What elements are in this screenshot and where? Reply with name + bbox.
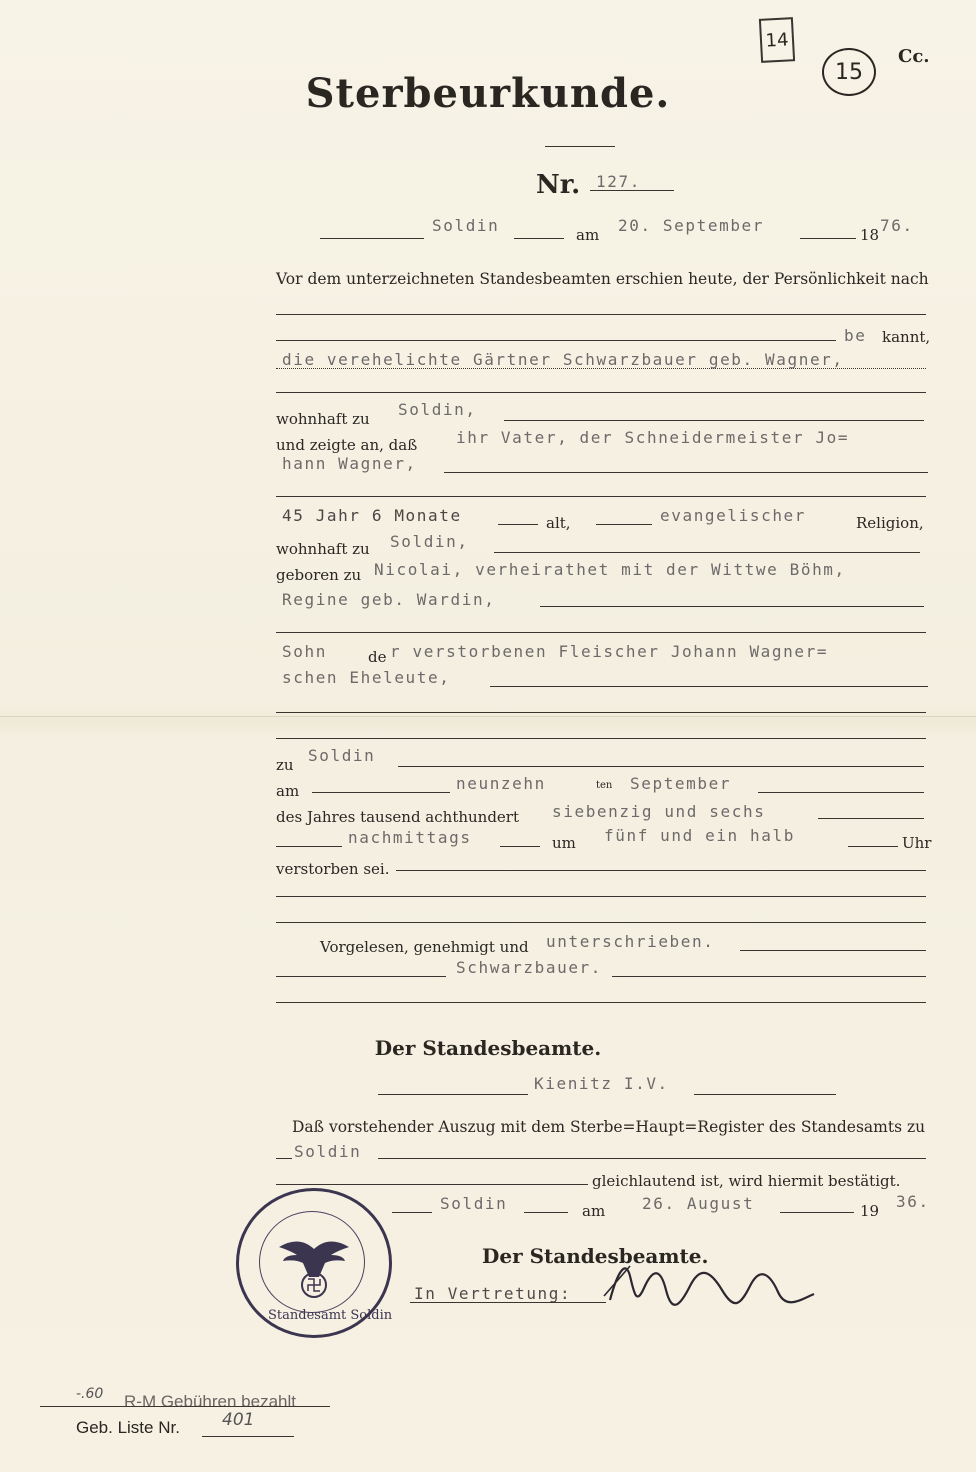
zeigte-label: und zeigte an, daß [276, 436, 418, 454]
box-number: 14 [759, 17, 795, 63]
rule [848, 846, 898, 847]
rule [276, 314, 926, 315]
stamp-ring-text: Standesamt Soldin [268, 1308, 393, 1323]
rule [276, 738, 926, 739]
parents-value-2: schen Eheleute, [282, 668, 451, 687]
age-value: 45 Jahr 6 Monate [282, 506, 462, 525]
rule [498, 524, 538, 525]
issue-year-suffix: 36. [896, 1192, 930, 1211]
am-label: am [576, 226, 600, 244]
rule [378, 1158, 926, 1159]
official-heading-1: Der Standesbeamte. [374, 1036, 602, 1060]
zu-label: zu [276, 756, 294, 774]
rule [504, 420, 924, 421]
geboren-value-2: Regine geb. Wardin, [282, 590, 496, 609]
rule [780, 1212, 854, 1213]
rule [378, 1094, 528, 1095]
number-label: Nr. [536, 170, 581, 200]
issue-place: Soldin [440, 1194, 508, 1213]
zeigte-value-1: ihr Vater, der Schneidermeister Jo= [456, 428, 850, 447]
rule [596, 524, 652, 525]
fold-crease [0, 716, 976, 717]
rule [524, 1212, 568, 1213]
appearer-value: die verehelichte Gärtner Schwarzbauer geb. Wagner, [282, 350, 844, 369]
rule [276, 712, 926, 713]
issue-date: 26. August [642, 1194, 755, 1213]
rule [540, 606, 924, 607]
rule [500, 846, 540, 847]
fee-list-label: Geb. Liste Nr. [76, 1418, 180, 1437]
issue-year-prefix: 19 [860, 1202, 880, 1220]
rule [276, 496, 926, 497]
parents-value-1: r verstorbenen Fleischer Johann Wagner= [390, 642, 829, 661]
extract-text: Daß vorstehender Auszug mit dem Sterbe=Haupt=Register des Standesamts zu [292, 1118, 926, 1136]
fee-line-1: R-M Gebühren bezahlt [124, 1392, 296, 1411]
um-label: um [552, 834, 576, 852]
intro-text: Vor dem unterzeichneten Standesbeamten erschien heute, der Persönlichkeit nach [276, 270, 929, 288]
vertretung-label: In Vertretung: [414, 1284, 572, 1303]
rule [444, 472, 928, 473]
rule [612, 976, 926, 977]
alt-label: alt, [546, 514, 571, 532]
rule [514, 238, 564, 239]
rule [740, 950, 926, 951]
vorgelesen-label: Vorgelesen, genehmigt und [320, 938, 529, 956]
rule [276, 976, 446, 977]
geboren-value-1: Nicolai, verheirathet mit der Wittwe Böhm, [374, 560, 846, 579]
death-month-value: September [630, 774, 732, 793]
rule [276, 1002, 926, 1003]
rule [276, 896, 926, 897]
vorgelesen-value: unterschrieben. [546, 932, 715, 951]
rule [276, 632, 926, 633]
religion-value: evangelischer [660, 506, 807, 525]
extract-confirm: gleichlautend ist, wird hiermit bestätigt. [592, 1172, 901, 1190]
corner-code: Cc. [898, 46, 930, 67]
death-day-value: neunzehn [456, 774, 546, 793]
circled-number: 15 [822, 48, 876, 96]
fee-amount: -.60 [76, 1386, 104, 1402]
sohn-value: Sohn [282, 642, 327, 661]
rule [312, 792, 450, 793]
bekannt-printed: kannt, [882, 328, 931, 346]
rule [276, 1158, 292, 1159]
hour-value: fünf und ein halb [604, 826, 795, 845]
der-label: de [368, 648, 387, 666]
verstorben-label: verstorben sei. [276, 860, 390, 878]
wohnhaft2-value: Soldin, [390, 532, 469, 551]
extract-place: Soldin [294, 1142, 362, 1161]
rule [276, 340, 836, 341]
signature-mark [600, 1256, 830, 1312]
rule [410, 1302, 606, 1303]
rule [818, 818, 924, 819]
rule [694, 1094, 836, 1095]
document-title: Sterbeurkunde. [305, 70, 671, 117]
rule [490, 686, 928, 687]
wohnhaft2-label: wohnhaft zu [276, 540, 370, 558]
rule [800, 238, 856, 239]
rule [276, 392, 926, 393]
date-value: 20. September [618, 216, 765, 235]
year-prefix: 18 [860, 226, 880, 244]
official-heading-2: Der Standesbeamte. [482, 1244, 709, 1268]
religion-label: Religion, [856, 514, 924, 532]
rule [276, 1184, 588, 1185]
rule [320, 238, 424, 239]
rule [398, 766, 924, 767]
ten-label: ten [596, 780, 613, 791]
signer-value: Schwarzbauer. [456, 958, 603, 977]
am-day-label: am [276, 782, 300, 800]
rule [276, 922, 926, 923]
zeigte-value-2: hann Wagner, [282, 454, 417, 473]
rule [276, 368, 926, 369]
rule [396, 870, 926, 871]
year-suffix: 76. [880, 216, 914, 235]
issue-am: am [582, 1202, 606, 1220]
fee-list-rule [202, 1436, 294, 1437]
death-year-value: siebenzig und sechs [552, 802, 766, 821]
title-rule [545, 146, 615, 147]
death-place-value: Soldin [308, 746, 376, 765]
rule [392, 1212, 432, 1213]
geboren-label: geboren zu [276, 566, 362, 584]
uhr-label: Uhr [902, 834, 932, 852]
rule [758, 792, 924, 793]
rule [494, 552, 920, 553]
wohnhaft-label: wohnhaft zu [276, 410, 370, 428]
number-rule [590, 190, 674, 191]
time-value: nachmittags [348, 828, 472, 847]
wohnhaft-value: Soldin, [398, 400, 477, 419]
official-name: Kienitz I.V. [534, 1074, 669, 1093]
rule [276, 846, 342, 847]
fee-rule [40, 1406, 330, 1407]
number-value: 127. [596, 172, 641, 191]
jahres-label: des Jahres tausend achthundert [276, 808, 520, 826]
place-value: Soldin [432, 216, 500, 235]
fee-list-value: 401 [222, 1410, 255, 1430]
bekannt-typed: be [844, 326, 867, 345]
